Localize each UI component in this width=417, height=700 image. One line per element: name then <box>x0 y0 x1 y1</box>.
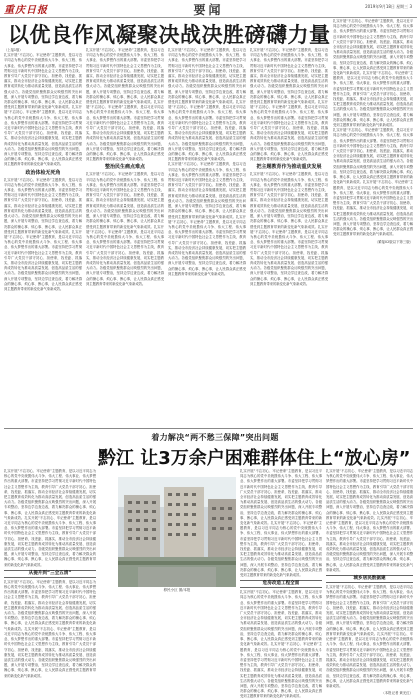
main-article-col-5 <box>333 19 413 426</box>
article-text: 扎实开展“不忘初心、牢记使命”主题教育，是以习近平同志为核心的党中央统揽伟大斗争、伟大工程、伟大事业、伟大梦想作出的重大部署。市委坚持把学习贯彻习近平新时代中国特色社会主义思想作为主线，教育引导广大党员干部守初心、担使命，找差距、抓落实，推动全市经济社会持续健康发展，切实把主题教育成效转化为推动高质量发展、创造高品质生活的强大动力。各级党组织聚焦群众反映强烈的突出问题，深入开展专项整治，坚持边学边查边改，着力解决群众的操心事、烦心事、揪心事，让人民群众真正感受到主题教育带来的新变化新气象新成效。扎实开展“不忘初心、牢记使命”主题教育，是以习近平同志为核心的党中央统揽伟大斗争、伟大工程、伟大事业、伟大梦想作出的重大部署。市委坚持把学习贯彻习近平新时代中国特色社会主义思想作为主线，教育引导广大党员干部守初心、担使命，找差距、抓落实，推动全市经济社会持续健康发展，切实把主题教育成效转化为推动高质量发展、创造高品质生活的强大动力。各级党组织聚焦群众反映强烈的突出问题，深入开展专项整治，坚持边学边查边改，着力解决群众的操心事、烦心事、揪心事，让人民群众真正感受到主题教育带来的新变化新气象新成效。 <box>326 469 413 572</box>
main-article-col-2 <box>86 48 164 426</box>
newspaper-logo: 重庆日报 <box>4 5 48 16</box>
article-text: 扎实开展“不忘初心、牢记使命”主题教育，是以习近平同志为核心的党中央统揽伟大斗争、伟大工程、伟大事业、伟大梦想作出的重大部署。市委坚持把学习贯彻习近平新时代中国特色社会主义思想作为主线，教育引导广大党员干部守初心、担使命，找差距、抓落实，推动全市经济社会持续健康发展，切实把主题教育成效转化为推动高质量发展、创造高品质生活的强大动力。各级党组织聚焦群众反映强烈的突出问题，深入开展专项整治，坚持边学边查边改，着力解决群众的操心事、烦心事、揪心事，让人民群众真正感受到主题教育带来的新变化新气象新成效。扎实开展“不忘初心、牢记使命”主题教育，是以习近平同志为核心的党中央统揽伟大斗争、伟大工程、伟大事业、伟大梦想作出的重大部署。市委坚持把学习贯彻习近平新时代中国特色社会主义思想作为主线，教育引导广大党员干部守初心、担使命，找差距、抓落实，推动全市经济社会持续健康发展，切实把主题教育成效转化为推动高质量发展、创造高品质生活的强大动力。各级党组织聚焦群众反映强烈的突出问题，深入开展专项整治，坚持边学边查边改，着力解决群众的操心事、烦心事、揪心事，让人民群众真正感受到主题教育带来的新变化新气象新成效。 <box>86 172 164 286</box>
feature-photo <box>118 477 236 587</box>
article-text: 扎实开展“不忘初心、牢记使命”主题教育，是以习近平同志为核心的党中央统揽伟大斗争、伟大工程、伟大事业、伟大梦想作出的重大部署。市委坚持把学习贯彻习近平新时代中国特色社会主义思想作为主线，教育引导广大党员干部守初心、担使命，找差距、抓落实，推动全市经济社会持续健康发展，切实把主题教育成效转化为推动高质量发展、创造高品质生活的强大动力。各级党组织聚焦群众反映强烈的突出问题，深入开展专项整治，坚持边学边查边改，着力解决群众的操心事、烦心事、揪心事，让人民群众真正感受到主题教育带来的新变化新气象新成效。扎实开展“不忘初心、牢记使命”主题教育，是以习近平同志为核心的党中央统揽伟大斗争、伟大工程、伟大事业、伟大梦想作出的重大部署。市委坚持把学习贯彻习近平新时代中国特色社会主义思想作为主线，教育引导广大党员干部守初心、担使命，找差距、抓落实，推动全市经济社会持续健康发展，切实把主题教育成效转化为推动高质量发展、创造高品质生活的强大动力。各级党组织聚焦群众反映强烈的突出问题，深入开展专项整治，坚持边学边查边改，着力解决群众的操心事、烦心事、揪心事，让人民群众真正感受到主题教育带来的新变化新气象新成效。 <box>240 590 322 699</box>
article-subhead: 城乡居民数据建 <box>326 575 413 583</box>
date-line: 2019年9月18日 星期三 3 <box>365 4 412 9</box>
feature-headline: 黔江 让3万余户困难群体住上“放心房” <box>98 448 411 469</box>
article-text: 扎实开展“不忘初心、牢记使命”主题教育，是以习近平同志为核心的党中央统揽伟大斗争、伟大工程、伟大事业、伟大梦想作出的重大部署。市委坚持把学习贯彻习近平新时代中国特色社会主义思想作为主线，教育引导广大党员干部守初心、担使命，找差距、抓落实，推动全市经济社会持续健康发展，切实把主题教育成效转化为推动高质量发展、创造高品质生活的强大动力。各级党组织聚焦群众反映强烈的突出问题，深入开展专项整治，坚持边学边查边改，着力解决群众的操心事、烦心事、揪心事，让人民群众真正感受到主题教育带来的新变化新气象新成效。扎实开展“不忘初心、牢记使命”主题教育，是以习近平同志为核心的党中央统揽伟大斗争、伟大工程、伟大事业、伟大梦想作出的重大部署。市委坚持把学习贯彻习近平新时代中国特色社会主义思想作为主线，教育引导广大党员干部守初心、担使命，找差距、抓落实，推动全市经济社会持续健康发展，切实把主题教育成效转化为推动高质量发展、创造高品质生活的强大动力。各级党组织聚焦群众反映强烈的突出问题，深入开展专项整治，坚持边学边查边改，着力解决群众的操心事、烦心事、揪心事，让人民群众真正感受到主题教育带来的新变化新气象新成效。 <box>4 177 82 291</box>
masthead <box>0 0 417 18</box>
article-text: 扎实开展“不忘初心、牢记使命”主题教育，是以习近平同志为核心的党中央统揽伟大斗争、伟大工程、伟大事业、伟大梦想作出的重大部署。市委坚持把学习贯彻习近平新时代中国特色社会主义思想作为主线，教育引导广大党员干部守初心、担使命，找差距、抓落实，推动全市经济社会持续健康发展，切实把主题教育成效转化为推动高质量发展、创造高品质生活的强大动力。各级党组织聚焦群众反映强烈的突出问题，深入开展专项整治，坚持边学边查边改，着力解决群众的操心事、烦心事、揪心事，让人民群众真正感受到主题教育带来的新变化新气象新成效。扎实开展“不忘初心、牢记使命”主题教育，是以习近平同志为核心的党中央统揽伟大斗争、伟大工程、伟大事业、伟大梦想作出的重大部署。市委坚持把学习贯彻习近平新时代中国特色社会主义思想作为主线，教育引导广大党员干部守初心、担使命，找差距、抓落实，推动全市经济社会持续健康发展，切实把主题教育成效转化为推动高质量发展、创造高品质生活的强大动力。各级党组织聚焦群众反映强烈的突出问题，深入开展专项整治，坚持边学边查边改，着力解决群众的操心事、烦心事、揪心事，让人民群众真正感受到主题教育带来的新变化新气象新成效。 <box>333 19 413 128</box>
article-text: 扎实开展“不忘初心、牢记使命”主题教育，是以习近平同志为核心的党中央统揽伟大斗争、伟大工程、伟大事业、伟大梦想作出的重大部署。市委坚持把学习贯彻习近平新时代中国特色社会主义思想作为主线，教育引导广大党员干部守初心、担使命，找差距、抓落实，推动全市经济社会持续健康发展，切实把主题教育成效转化为推动高质量发展、创造高品质生活的强大动力。各级党组织聚焦群众反映强烈的突出问题，深入开展专项整治，坚持边学边查边改，着力解决群众的操心事、烦心事、揪心事，让人民群众真正感受到主题教育带来的新变化新气象新成效。扎实开展“不忘初心、牢记使命”主题教育，是以习近平同志为核心的党中央统揽伟大斗争、伟大工程、伟大事业、伟大梦想作出的重大部署。市委坚持把学习贯彻习近平新时代中国特色社会主义思想作为主线，教育引导广大党员干部守初心、担使命，找差距、抓落实，推动全市经济社会持续健康发展，切实把主题教育成效转化为推动高质量发展、创造高品质生活的强大动力。各级党组织聚焦群众反映强烈的突出问题，深入开展专项整治，坚持边学边查边改，着力解决群众的操心事、烦心事、揪心事，让人民群众真正感受到主题教育带来的新变化新气象新成效。 <box>250 48 328 162</box>
feature-col-1 <box>4 469 96 678</box>
article-subhead: 政治体检无死角 <box>25 169 61 176</box>
feature-col-3 <box>326 469 413 696</box>
article-text: 扎实开展“不忘初心、牢记使命”主题教育，是以习近平同志为核心的党中央统揽伟大斗争、伟大工程、伟大事业、伟大梦想作出的重大部署。市委坚持把学习贯彻习近平新时代中国特色社会主义思想作为主线，教育引导广大党员干部守初心、担使命，找差距、抓落实，推动全市经济社会持续健康发展，切实把主题教育成效转化为推动高质量发展、创造高品质生活的强大动力。各级党组织聚焦群众反映强烈的突出问题，深入开展专项整治，坚持边学边查边改，着力解决群众的操心事、烦心事、揪心事，让人民群众真正感受到主题教育带来的新变化新气象新成效。扎实开展“不忘初心、牢记使命”主题教育，是以习近平同志为核心的党中央统揽伟大斗争、伟大工程、伟大事业、伟大梦想作出的重大部署。市委坚持把学习贯彻习近平新时代中国特色社会主义思想作为主线，教育引导广大党员干部守初心、担使命，找差距、抓落实，推动全市经济社会持续健康发展，切实把主题教育成效转化为推动高质量发展、创造高品质生活的强大动力。各级党组织聚焦群众反映强烈的突出问题，深入开展专项整治，坚持边学边查边改，着力解决群众的操心事、烦心事、揪心事，让人民群众真正感受到主题教育带来的新变化新气象新成效。 <box>240 469 322 578</box>
continuation-note: （紧接02版以下第三版） <box>374 239 413 244</box>
main-article-col-4 <box>250 48 328 426</box>
article-text: 扎实开展“不忘初心、牢记使命”主题教育，是以习近平同志为核心的党中央统揽伟大斗争、伟大工程、伟大事业、伟大梦想作出的重大部署。市委坚持把学习贯彻习近平新时代中国特色社会主义思想作为主线，教育引导广大党员干部守初心、担使命，找差距、抓落实，推动全市经济社会持续健康发展，切实把主题教育成效转化为推动高质量发展、创造高品质生活的强大动力。各级党组织聚焦群众反映强烈的突出问题，深入开展专项整治，坚持边学边查边改，着力解决群众的操心事、烦心事、揪心事，让人民群众真正感受到主题教育带来的新变化新气象新成效。扎实开展“不忘初心、牢记使命”主题教育，是以习近平同志为核心的党中央统揽伟大斗争、伟大工程、伟大事业、伟大梦想作出的重大部署。市委坚持把学习贯彻习近平新时代中国特色社会主义思想作为主线，教育引导广大党员干部守初心、担使命，找差距、抓落实，推动全市经济社会持续健康发展，切实把主题教育成效转化为推动高质量发展、创造高品质生活的强大动力。各级党组织聚焦群众反映强烈的突出问题，深入开展专项整治，坚持边学边查边改，着力解决群众的操心事、烦心事、揪心事，让人民群众真正感受到主题教育带来的新变化新气象新成效。 <box>326 585 413 688</box>
article-text: 扎实开展“不忘初心、牢记使命”主题教育，是以习近平同志为核心的党中央统揽伟大斗争、伟大工程、伟大事业、伟大梦想作出的重大部署。市委坚持把学习贯彻习近平新时代中国特色社会主义思想作为主线，教育引导广大党员干部守初心、担使命，找差距、抓落实，推动全市经济社会持续健康发展，切实把主题教育成效转化为推动高质量发展、创造高品质生活的强大动力。各级党组织聚焦群众反映强烈的突出问题，深入开展专项整治，坚持边学边查边改，着力解决群众的操心事、烦心事、揪心事，让人民群众真正感受到主题教育带来的新变化新气象新成效。扎实开展“不忘初心、牢记使命”主题教育，是以习近平同志为核心的党中央统揽伟大斗争、伟大工程、伟大事业、伟大梦想作出的重大部署。市委坚持把学习贯彻习近平新时代中国特色社会主义思想作为主线，教育引导广大党员干部守初心、担使命，找差距、抓落实，推动全市经济社会持续健康发展，切实把主题教育成效转化为推动高质量发展、创造高品质生活的强大动力。各级党组织聚焦群众反映强烈的突出问题，深入开展专项整治，坚持边学边查边改，着力解决群众的操心事、烦心事、揪心事，让人民群众真正感受到主题教育带来的新变化新气象新成效。 <box>250 172 328 286</box>
article-text: 扎实开展“不忘初心、牢记使命”主题教育，是以习近平同志为核心的党中央统揽伟大斗争、伟大工程、伟大事业、伟大梦想作出的重大部署。市委坚持把学习贯彻习近平新时代中国特色社会主义思想作为主线，教育引导广大党员干部守初心、担使命，找差距、抓落实，推动全市经济社会持续健康发展，切实把主题教育成效转化为推动高质量发展、创造高品质生活的强大动力。各级党组织聚焦群众反映强烈的突出问题，深入开展专项整治，坚持边学边查边改，着力解决群众的操心事、烦心事、揪心事，让人民群众真正感受到主题教育带来的新变化新气象新成效。扎实开展“不忘初心、牢记使命”主题教育，是以习近平同志为核心的党中央统揽伟大斗争、伟大工程、伟大事业、伟大梦想作出的重大部署。市委坚持把学习贯彻习近平新时代中国特色社会主义思想作为主线，教育引导广大党员干部守初心、担使命，找差距、抓落实，推动全市经济社会持续健康发展，切实把主题教育成效转化为推动高质量发展、创造高品质生活的强大动力。各级党组织聚焦群众反映强烈的突出问题，深入开展专项整治，坚持边学边查边改，着力解决群众的操心事、烦心事、揪心事，让人民群众真正感受到主题教育带来的新变化新气象新成效。 <box>86 48 164 162</box>
article-subhead: 危房改造工程全面 <box>240 580 322 588</box>
article-text: 扎实开展“不忘初心、牢记使命”主题教育，是以习近平同志为核心的党中央统揽伟大斗争、伟大工程、伟大事业、伟大梦想作出的重大部署。市委坚持把学习贯彻习近平新时代中国特色社会主义思想作为主线，教育引导广大党员干部守初心、担使命，找差距、抓落实，推动全市经济社会持续健康发展，切实把主题教育成效转化为推动高质量发展、创造高品质生活的强大动力。各级党组织聚焦群众反映强烈的突出问题，深入开展专项整治，坚持边学边查边改，着力解决群众的操心事、烦心事、揪心事，让人民群众真正感受到主题教育带来的新变化新气象新成效。扎实开展“不忘初心、牢记使命”主题教育，是以习近平同志为核心的党中央统揽伟大斗争、伟大工程、伟大事业、伟大梦想作出的重大部署。市委坚持把学习贯彻习近平新时代中国特色社会主义思想作为主线，教育引导广大党员干部守初心、担使命，找差距、抓落实，推动全市经济社会持续健康发展，切实把主题教育成效转化为推动高质量发展、创造高品质生活的强大动力。各级党组织聚焦群众反映强烈的突出问题，深入开展专项整治，坚持边学边查边改，着力解决群众的操心事、烦心事、揪心事，让人民群众真正感受到主题教育带来的新变化新气象新成效。 <box>168 162 246 276</box>
article-subhead: 整治民生痛点难点 <box>104 164 145 171</box>
section-divider <box>4 428 413 429</box>
photo-caption: 移民小区 图/本报 <box>163 588 191 592</box>
article-subhead: 把主题教育作为推动重庆发展 <box>256 164 322 171</box>
feature-kicker: 着力解决“两不愁三保障”突出问题 <box>151 433 279 442</box>
main-headline: 以优良作风凝聚决战决胜磅礴力量 <box>8 23 331 47</box>
feature-col-2-right <box>240 469 322 699</box>
article-text: 扎实开展“不忘初心、牢记使命”主题教育，是以习近平同志为核心的党中央统揽伟大斗争、伟大工程、伟大事业、伟大梦想作出的重大部署。市委坚持把学习贯彻习近平新时代中国特色社会主义思想作为主线，教育引导广大党员干部守初心、担使命，找差距、抓落实，推动全市经济社会持续健康发展，切实把主题教育成效转化为推动高质量发展、创造高品质生活的强大动力。各级党组织聚焦群众反映强烈的突出问题，深入开展专项整治，坚持边学边查边改，着力解决群众的操心事、烦心事、揪心事，让人民群众真正感受到主题教育带来的新变化新气象新成效。扎实开展“不忘初心、牢记使命”主题教育，是以习近平同志为核心的党中央统揽伟大斗争、伟大工程、伟大事业、伟大梦想作出的重大部署。市委坚持把学习贯彻习近平新时代中国特色社会主义思想作为主线，教育引导广大党员干部守初心、担使命，找差距、抓落实，推动全市经济社会持续健康发展，切实把主题教育成效转化为推动高质量发展、创造高品质生活的强大动力。各级党组织聚焦群众反映强烈的突出问题，深入开展专项整治，坚持边学边查边改，着力解决群众的操心事、烦心事、揪心事，让人民群众真正感受到主题教育带来的新变化新气象新成效。 <box>333 128 413 237</box>
article-lead: （上接1版） <box>4 48 23 52</box>
housing-photo-image <box>118 477 236 587</box>
main-article-col-3 <box>168 48 246 426</box>
article-subhead: 从提升到“三全五清” <box>4 570 96 578</box>
article-text: 扎实开展“不忘初心、牢记使命”主题教育，是以习近平同志为核心的党中央统揽伟大斗争、伟大工程、伟大事业、伟大梦想作出的重大部署。市委坚持把学习贯彻习近平新时代中国特色社会主义思想作为主线，教育引导广大党员干部守初心、担使命，找差距、抓落实，推动全市经济社会持续健康发展，切实把主题教育成效转化为推动高质量发展、创造高品质生活的强大动力。各级党组织聚焦群众反映强烈的突出问题，深入开展专项整治，坚持边学边查边改，着力解决群众的操心事、烦心事、揪心事，让人民群众真正感受到主题教育带来的新变化新气象新成效。扎实开展“不忘初心、牢记使命”主题教育，是以习近平同志为核心的党中央统揽伟大斗争、伟大工程、伟大事业、伟大梦想作出的重大部署。市委坚持把学习贯彻习近平新时代中国特色社会主义思想作为主线，教育引导广大党员干部守初心、担使命，找差距、抓落实，推动全市经济社会持续健康发展，切实把主题教育成效转化为推动高质量发展、创造高品质生活的强大动力。各级党组织聚焦群众反映强烈的突出问题，深入开展专项整治，坚持边学边查边改，着力解决群众的操心事、烦心事、揪心事，让人民群众真正感受到主题教育带来的新变化新气象新成效。 <box>4 469 96 567</box>
article-text: 扎实开展“不忘初心、牢记使命”主题教育，是以习近平同志为核心的党中央统揽伟大斗争、伟大工程、伟大事业、伟大梦想作出的重大部署。市委坚持把学习贯彻习近平新时代中国特色社会主义思想作为主线，教育引导广大党员干部守初心、担使命，找差距、抓落实，推动全市经济社会持续健康发展，切实把主题教育成效转化为推动高质量发展、创造高品质生活的强大动力。各级党组织聚焦群众反映强烈的突出问题，深入开展专项整治，坚持边学边查边改，着力解决群众的操心事、烦心事、揪心事，让人民群众真正感受到主题教育带来的新变化新气象新成效。扎实开展“不忘初心、牢记使命”主题教育，是以习近平同志为核心的党中央统揽伟大斗争、伟大工程、伟大事业、伟大梦想作出的重大部署。市委坚持把学习贯彻习近平新时代中国特色社会主义思想作为主线，教育引导广大党员干部守初心、担使命，找差距、抓落实，推动全市经济社会持续健康发展，切实把主题教育成效转化为推动高质量发展、创造高品质生活的强大动力。各级党组织聚焦群众反映强烈的突出问题，深入开展专项整治，坚持边学边查边改，着力解决群众的操心事、烦心事、揪心事，让人民群众真正感受到主题教育带来的新变化新气象新成效。 <box>168 48 246 162</box>
article-text: 扎实开展“不忘初心、牢记使命”主题教育，是以习近平同志为核心的党中央统揽伟大斗争、伟大工程、伟大事业、伟大梦想作出的重大部署。市委坚持把学习贯彻习近平新时代中国特色社会主义思想作为主线，教育引导广大党员干部守初心、担使命，找差距、抓落实，推动全市经济社会持续健康发展，切实把主题教育成效转化为推动高质量发展、创造高品质生活的强大动力。各级党组织聚焦群众反映强烈的突出问题，深入开展专项整治，坚持边学边查边改，着力解决群众的操心事、烦心事、揪心事，让人民群众真正感受到主题教育带来的新变化新气象新成效。扎实开展“不忘初心、牢记使命”主题教育，是以习近平同志为核心的党中央统揽伟大斗争、伟大工程、伟大事业、伟大梦想作出的重大部署。市委坚持把学习贯彻习近平新时代中国特色社会主义思想作为主线，教育引导广大党员干部守初心、担使命，找差距、抓落实，推动全市经济社会持续健康发展，切实把主题教育成效转化为推动高质量发展、创造高品质生活的强大动力。各级党组织聚焦群众反映强烈的突出问题，深入开展专项整治，坚持边学边查边改，着力解决群众的操心事、烦心事、揪心事，让人民群众真正感受到主题教育带来的新变化新气象新成效。 <box>4 579 96 678</box>
section-title: 要闻 <box>193 3 224 17</box>
feature-signoff: （本报记者 黄光红） <box>381 691 413 696</box>
main-article-col-1 <box>4 48 82 426</box>
article-text: 扎实开展“不忘初心、牢记使命”主题教育，是以习近平同志为核心的党中央统揽伟大斗争、伟大工程、伟大事业、伟大梦想作出的重大部署。市委坚持把学习贯彻习近平新时代中国特色社会主义思想作为主线，教育引导广大党员干部守初心、担使命，找差距、抓落实，推动全市经济社会持续健康发展，切实把主题教育成效转化为推动高质量发展、创造高品质生活的强大动力。各级党组织聚焦群众反映强烈的突出问题，深入开展专项整治，坚持边学边查边改，着力解决群众的操心事、烦心事、揪心事，让人民群众真正感受到主题教育带来的新变化新气象新成效。扎实开展“不忘初心、牢记使命”主题教育，是以习近平同志为核心的党中央统揽伟大斗争、伟大工程、伟大事业、伟大梦想作出的重大部署。市委坚持把学习贯彻习近平新时代中国特色社会主义思想作为主线，教育引导广大党员干部守初心、担使命，找差距、抓落实，推动全市经济社会持续健康发展，切实把主题教育成效转化为推动高质量发展、创造高品质生活的强大动力。各级党组织聚焦群众反映强烈的突出问题，深入开展专项整治，坚持边学边查边改，着力解决群众的操心事、烦心事、揪心事，让人民群众真正感受到主题教育带来的新变化新气象新成效。 <box>4 53 82 167</box>
